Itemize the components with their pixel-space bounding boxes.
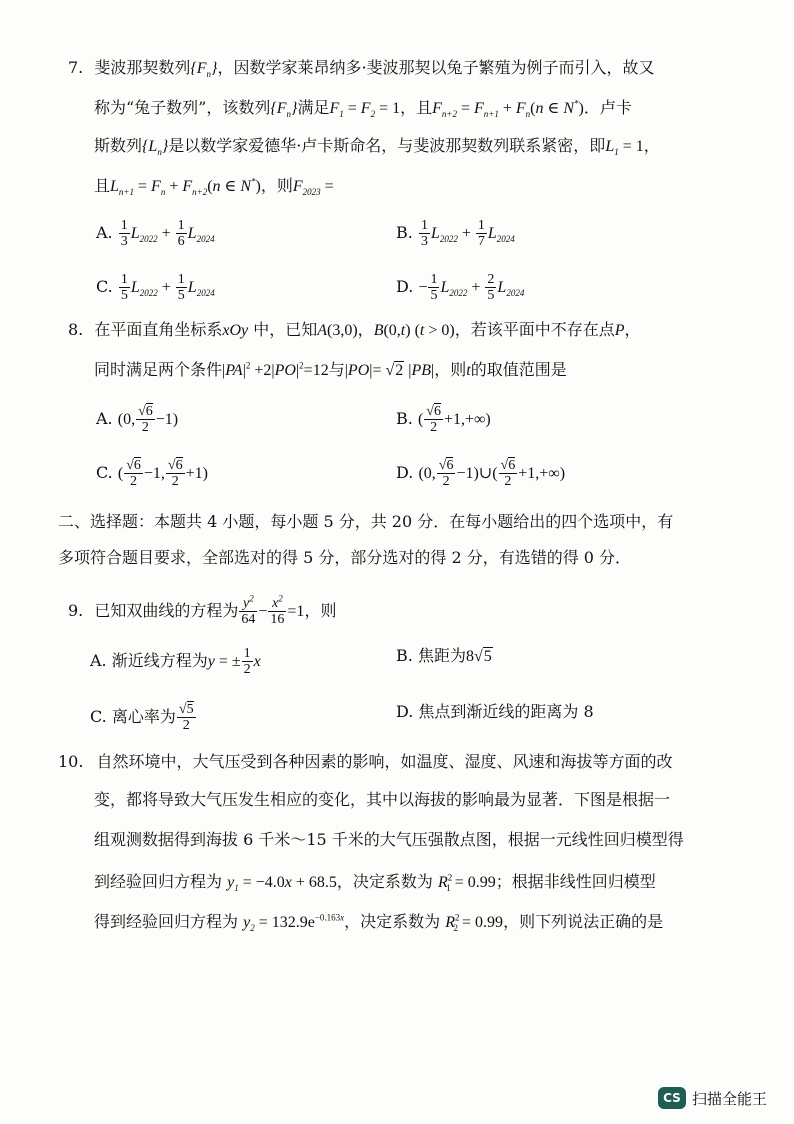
- camscanner-logo-icon: CS: [658, 1087, 686, 1109]
- q9-option-b[interactable]: B. 焦距为8√5: [396, 646, 492, 665]
- q8-option-b[interactable]: B. ( $\frac{√6}{2}$ +1,+∞): [396, 404, 491, 435]
- q9-option-d[interactable]: D. 焦点到渐近线的距离为 8: [396, 702, 594, 721]
- q8-number: 8.: [68, 320, 84, 339]
- q10-line-4: 到经验回归方程为 $y_1 = -4.0x + 68.5$，决定系数为 $R^2_1 = 0.99$；根据非线性回归模型: [94, 872, 656, 894]
- section2-line-1: 二、选择题：本题共 4 小题，每小题 5 分，共 20 分．在每小题给出的四个选项中，有: [58, 512, 674, 531]
- q7-line-4: 且$L_{n+1} = F_n + F_{n+2}(n$ ∈ N*)，则$F_{2023}$ =: [94, 176, 334, 198]
- q7-option-c[interactable]: C. $\frac{1}{5}$ $L_{2022}$ + $\frac{1}{5}$ $L_{2024}$: [96, 272, 215, 303]
- q9-option-c[interactable]: C. 离心率为 $\frac{√5}{2}$: [90, 702, 194, 733]
- q7-line-1: 7. 斐波那契数列$\{F_n\}$，因数学家莱昂纳多·斐波那契以兔子繁殖为例子而引入，故又: [68, 58, 655, 80]
- camscanner-watermark: [658, 1087, 767, 1109]
- q10-number: 10.: [58, 752, 84, 771]
- q10-line-3: 组观测数据得到海拔 6 千米～15 千米的大气压强散点图，根据一元线性回归模型得: [94, 830, 684, 849]
- q10-line-1: 10. 自然环境中，大气压受到各种因素的影响，如温度、湿度、风速和海拔等方面的改: [58, 752, 673, 771]
- q7-option-d[interactable]: D. − $\frac{1}{5}$ $L_{2022}$ + $\frac{2}{5}$ $L_{2024}$: [396, 272, 525, 303]
- q9-option-a[interactable]: A. 渐近线方程为y = ± $\frac{1}{2}$ x: [90, 646, 261, 677]
- q10-line-5: 得到经验回归方程为 $y_2 = 132.9e^{-0.163x}$，决定系数为 $R^2_2 = 0.99$，则下列说法正确的是: [94, 912, 664, 934]
- q10-line-2: 变，都将导致大气压发生相应的变化，其中以海拔的影响最为显著．下图是根据一: [94, 790, 671, 809]
- q7-line-3: 斯数列$\{L_n\}$是以数学家爱德华·卢卡斯命名，与斐波那契数列联系紧密，即$L_1 = 1$，: [94, 136, 660, 158]
- q7-option-a[interactable]: A. $\frac{1}{3}$ $L_{2022}$ + $\frac{1}{6}$ $L_{2024}$: [96, 218, 215, 249]
- q8-option-d[interactable]: D. (0, $\frac{√6}{2}$ −1)∪( $\frac{√6}{2}$ +1,+∞): [396, 458, 566, 489]
- q7-line-2: 称为“兔子数列”，该数列$\{F_n\}$满足$F_1 = F_2 = 1$，且$F_{n+2} = F_{n+1} + F_n(n$ ∈ N*)．卢卡: [94, 98, 632, 120]
- q7-option-b[interactable]: B. $\frac{1}{3}$ $L_{2022}$ + $\frac{1}{7}$ $L_{2024}$: [396, 218, 515, 249]
- q9-number: 9.: [68, 601, 84, 620]
- section2-line-2: 多项符合题目要求，全部选对的得 5 分，部分选对的得 2 分，有选错的得 0 分．: [58, 548, 632, 567]
- watermark-text: 扫描全能王: [692, 1089, 768, 1108]
- q8-option-a[interactable]: A. (0, $\frac{√6}{2}$ −1): [96, 404, 179, 435]
- q8-line-1: 8. 在平面直角坐标系xOy 中，已知A(3,0)，B(0,t) (t > 0)，若该平面中不存在点P，: [68, 320, 641, 339]
- q8-option-c[interactable]: C. ( $\frac{√6}{2}$ −1, $\frac{√6}{2}$ +1): [96, 458, 208, 489]
- q9-stem: 9. 已知双曲线的方程为 $\frac{y^2}{64}$ − $\frac{x^2}{16}$ =1，则: [68, 593, 337, 627]
- q7-number: 7.: [68, 58, 84, 77]
- q8-line-2: 同时满足两个条件$|PA|^2 +2|PO|^2=12$与|PO|= √2 |PB|，则t的取值范围是: [94, 360, 567, 379]
